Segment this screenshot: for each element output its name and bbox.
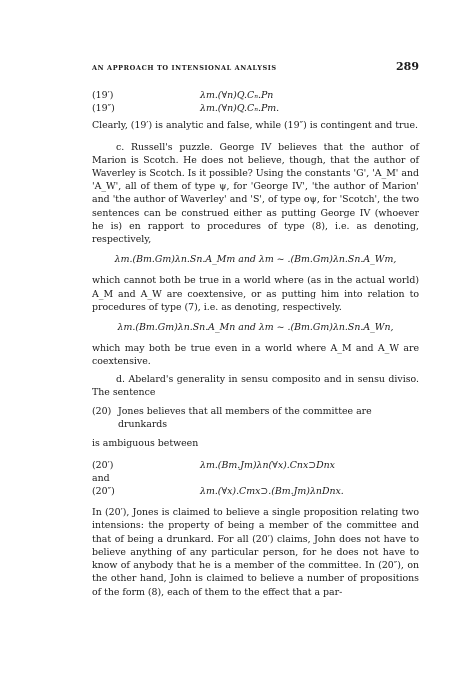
equation-expression: λm.(∀n)Q.Cₙ.Pm. bbox=[200, 103, 280, 115]
paragraph-clearly: Clearly, (19′) is analytic and false, while (19″) is contingent and true. bbox=[92, 120, 419, 132]
paragraph-abelards-generality: d. Abelard's generality in sensu composito and in sensu diviso. The sentence bbox=[92, 373, 419, 398]
paragraph-russells-puzzle: c. Russell's puzzle. George IV believes that the author of Marion is Scotch. He does not believe, though, that the author of Waverley is Scotch. Is it possible? Using the constants 'G', 'A_M' and 'A_W', all of them of type ψ, for 'George IV', 'the author of Marion' and 'the author of Waverley' and 'S', of type oψ, for 'Scotch', the two sentences can be construed either as putting George IV (whoever he is) en rapport to procedures of type (8), i.e. as denoting, respectively, bbox=[92, 141, 419, 246]
equation-19-double-prime bbox=[92, 102, 419, 115]
equation-label: (20′) bbox=[92, 459, 114, 471]
paragraph-may-both-be-true: which may both be true even in a world where A_M and A_W are coextensive. bbox=[92, 343, 419, 368]
sentence-20 bbox=[92, 405, 419, 431]
and-connector: and bbox=[92, 472, 110, 484]
equation-label: (20″) bbox=[92, 486, 115, 498]
equation-expression: λm.(∀x).Cmx⊃.(Bm.Jm)λnDnx. bbox=[200, 486, 344, 498]
running-head-title: AN APPROACH TO INTENSIONAL ANALYSIS bbox=[92, 64, 277, 72]
running-head bbox=[92, 60, 419, 73]
sentence-label: (20) bbox=[92, 406, 112, 418]
paragraph-in-20-prime: In (20′), Jones is claimed to believe a single proposition relating two intensions: the property of being a member of the committee and that of being a drunkard. For all (20′) claims, John does not have to believe anything of any particular person, for he does not have to know of anybody that he is a member of the committee. In (20″), on the other hand, John is claimed to believe a number of propositions of the form (8), each of them to the effect that a par- bbox=[92, 507, 419, 598]
equation-20-double-prime bbox=[92, 485, 419, 498]
paragraph-coextensive: which cannot both be true in a world where (as in the actual world) A_M and A_W are coextensive, or as putting him into relation to procedures of type (7), i.e. as denoting, respectively. bbox=[92, 275, 419, 313]
formula-type-7: λm.(Bm.Gm)λn.Sn.A_Mn and λm ~ .(Bm.Gm)λn.Sn.A_Wn, bbox=[117, 322, 394, 334]
equation-20-prime bbox=[92, 459, 419, 472]
sentence-text: Jones believes that all members of the committee are drunkards bbox=[118, 406, 372, 431]
formula-type-8: λm.(Bm.Gm)λn.Sn.A_Mm and λm ~ .(Bm.Gm)λn.Sn.A_Wm, bbox=[114, 254, 397, 266]
paragraph-ambiguous: is ambiguous between bbox=[92, 438, 199, 450]
equation-label: (19′) bbox=[92, 90, 114, 101]
equation-19-prime bbox=[92, 89, 419, 102]
equation-label: (19″) bbox=[92, 103, 115, 115]
page-number: 289 bbox=[396, 60, 419, 73]
equation-expression: λm.(∀n)Q.Cₙ.Pn bbox=[200, 90, 274, 101]
equation-expression: λm.(Bm.Jm)λn(∀x).Cnx⊃Dnx bbox=[200, 459, 335, 471]
